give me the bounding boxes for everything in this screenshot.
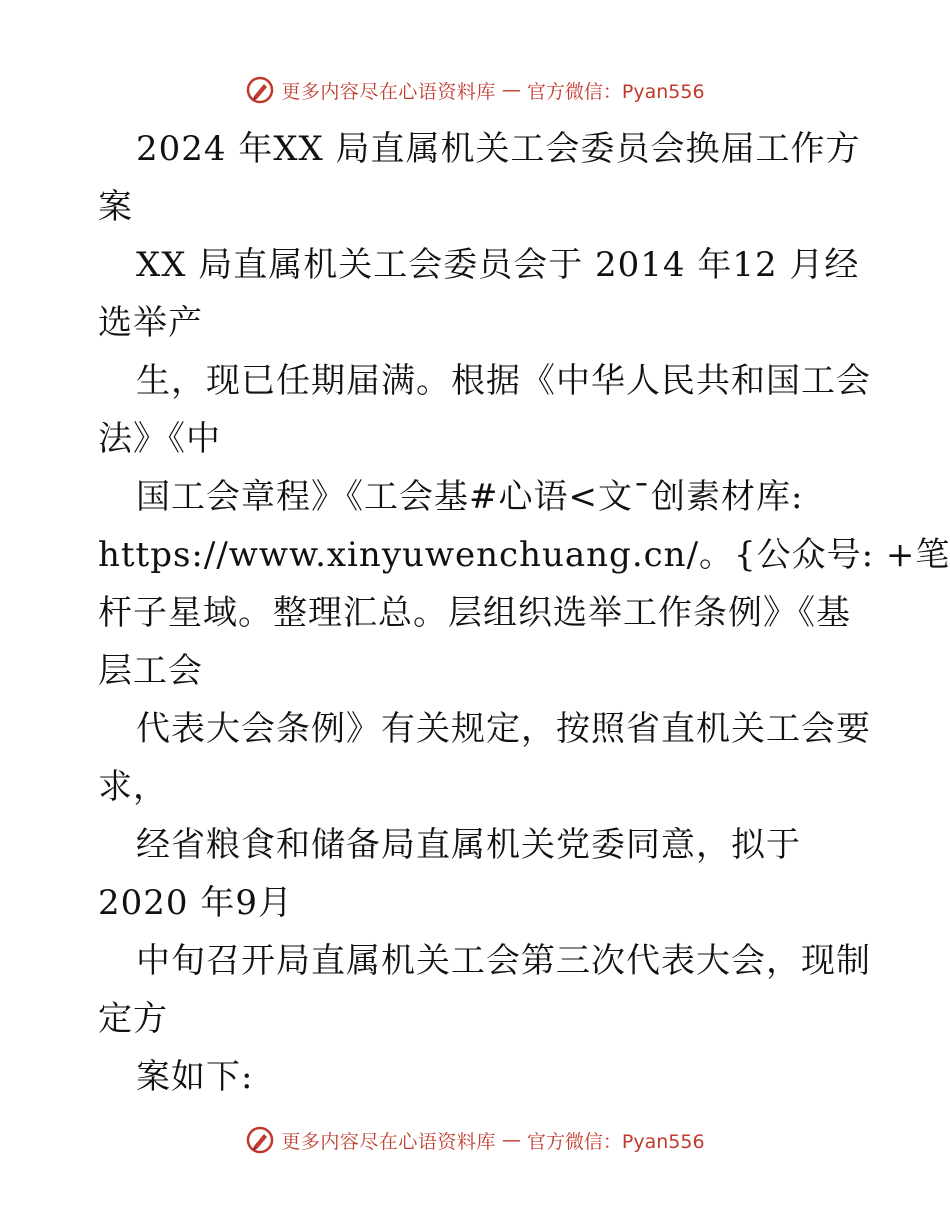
- text-line: 国工会章程》《工会基#心语<文¯创素材库:: [136, 477, 804, 517]
- text-line: 案如下:: [136, 1057, 254, 1097]
- text-line: 定方: [98, 999, 168, 1039]
- text-line: XX 局直属机关工会委员会于 2014 年12 月经: [136, 245, 860, 285]
- watermark-separator: —: [501, 79, 521, 101]
- watermark-main-text: 更多内容尽在心语资料库: [281, 80, 496, 103]
- document-body: [98, 120, 950, 1106]
- footer-watermark: [0, 1122, 950, 1158]
- text-line: 选举产: [98, 303, 203, 343]
- text-line: 生，现已任期届满。根据《中华人民共和国工会: [136, 361, 871, 401]
- text-line: 2020 年9月: [98, 883, 293, 923]
- header-watermark: [0, 72, 950, 108]
- text-line: 经省粮食和储备局直属机关党委同意，拟于: [136, 825, 801, 865]
- text-line: 杆子星域。整理汇总。层组织选举工作条例》《基: [98, 593, 851, 633]
- text-line: 法》《中: [98, 419, 221, 459]
- watermark-main-text: 更多内容尽在心语资料库: [281, 1130, 496, 1153]
- text-line: 层工会: [98, 651, 203, 691]
- text-line: 案: [98, 187, 133, 227]
- text-line: 代表大会条例》有关规定，按照省直机关工会要: [136, 709, 871, 749]
- text-line: 中旬召开局直属机关工会第三次代表大会，现制: [136, 941, 871, 981]
- pen-logo-icon: [245, 75, 275, 105]
- pen-logo-icon: [245, 1125, 275, 1155]
- text-line: https://www.xinyuwenchuang.cn/。{公众号: +笔: [98, 535, 950, 575]
- text-line: 2024 年XX 局直属机关工会委员会换届工作方: [136, 129, 861, 169]
- watermark-contact-text: 官方微信：Pyan556: [526, 80, 705, 103]
- text-line: 求，: [98, 767, 168, 807]
- watermark-separator: —: [501, 1129, 521, 1151]
- watermark-contact-text: 官方微信：Pyan556: [526, 1130, 705, 1153]
